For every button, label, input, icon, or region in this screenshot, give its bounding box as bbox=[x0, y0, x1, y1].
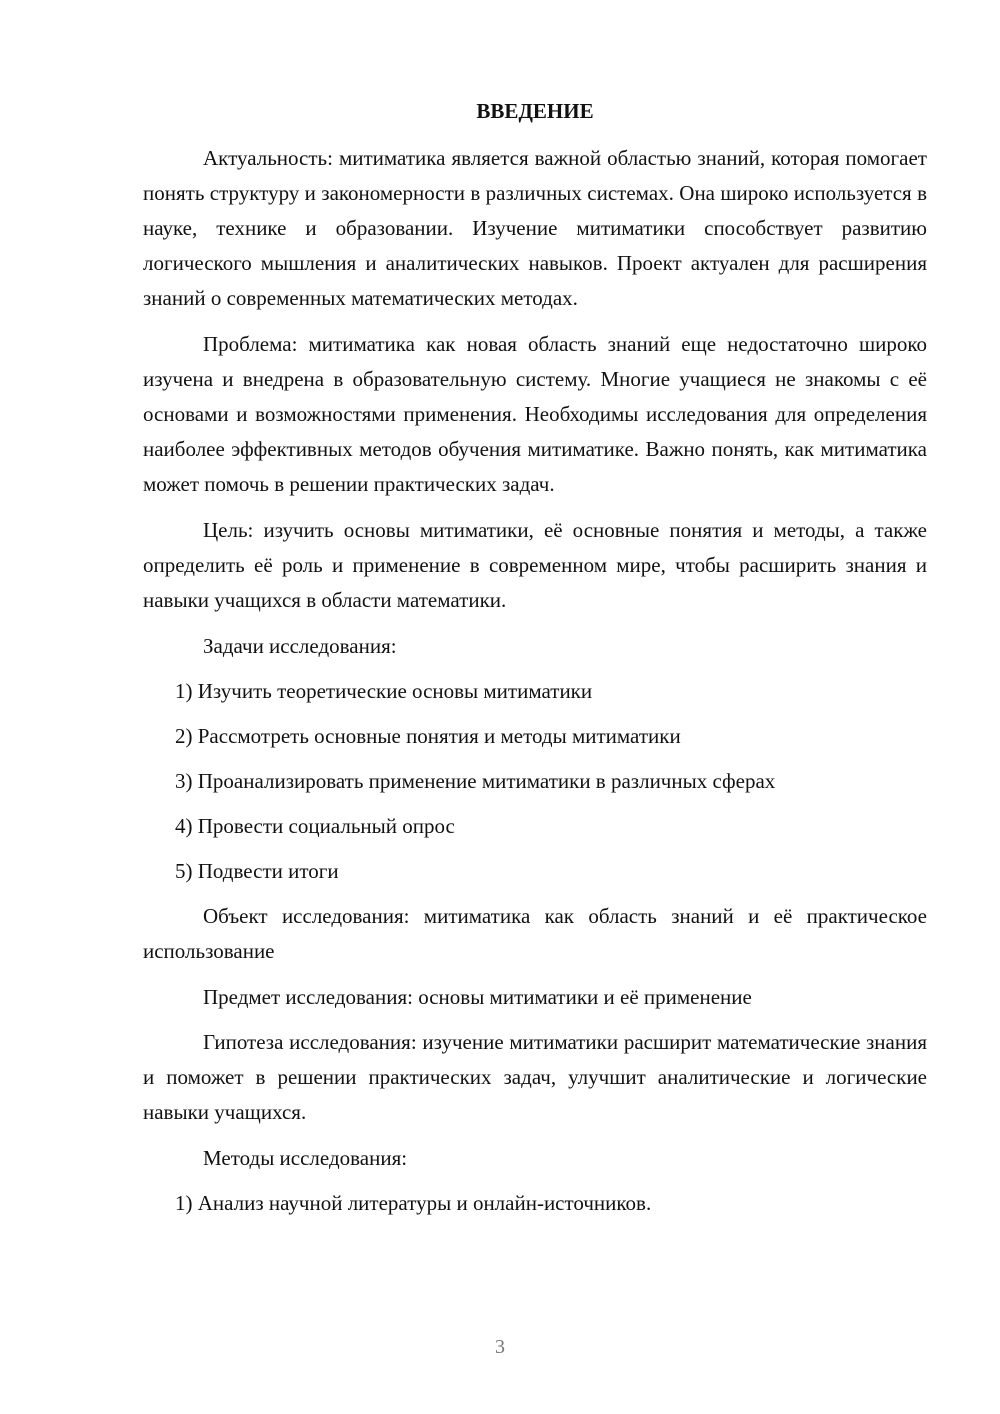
tasks-heading: Задачи исследования: bbox=[203, 634, 397, 658]
problem-paragraph: Проблема: митиматика как новая область знаний еще недостаточно широко изучена и внедрена в образовательную систему. Многие учащиеся не знакомы с её основами и возможностями применения. Необходимы исследования для определения наиболее эффективных методов обучения митиматике. Важно понять, как митиматика может помочь в решении практических задач. bbox=[143, 332, 927, 496]
page-content bbox=[143, 94, 927, 1231]
list-item: 2) Рассмотреть основные понятия и методы митиматики bbox=[175, 724, 681, 748]
relevance-paragraph: Актуальность: митиматика является важной областью знаний, которая помогает понять структуру и закономерности в различных системах. Она широко используется в науке, технике и образовании. Изучение митиматики способствует развитию логического мышления и аналитических навыков. Проект актуален для расширения знаний о современных математических методах. bbox=[143, 146, 927, 310]
page-number: 3 bbox=[495, 1336, 505, 1358]
tasks-list bbox=[143, 674, 927, 889]
hypothesis-paragraph: Гипотеза исследования: изучение митиматики расширит математические знания и поможет в решении практических задач, улучшит аналитические и логические навыки учащихся. bbox=[143, 1030, 927, 1124]
methods-list bbox=[143, 1186, 927, 1221]
list-item: 3) Проанализировать применение митиматики в различных сферах bbox=[175, 769, 776, 793]
methods-heading: Методы исследования: bbox=[203, 1146, 408, 1170]
section-title: ВВЕДЕНИЕ bbox=[476, 99, 594, 123]
subject-paragraph: Предмет исследования: основы митиматики и её применение bbox=[203, 985, 752, 1009]
list-item: 4) Провести социальный опрос bbox=[175, 814, 455, 838]
goal-paragraph: Цель: изучить основы митиматики, её основные понятия и методы, а также определить её роль и применение в современном мире, чтобы расширить знания и навыки учащихся в области математики. bbox=[143, 518, 927, 612]
list-item: 1) Изучить теоретические основы митиматики bbox=[175, 679, 593, 703]
object-paragraph: Объект исследования: митиматика как область знаний и её практическое использование bbox=[143, 904, 927, 963]
list-item: 5) Подвести итоги bbox=[175, 859, 339, 883]
list-item: 1) Анализ научной литературы и онлайн-источников. bbox=[175, 1191, 652, 1215]
